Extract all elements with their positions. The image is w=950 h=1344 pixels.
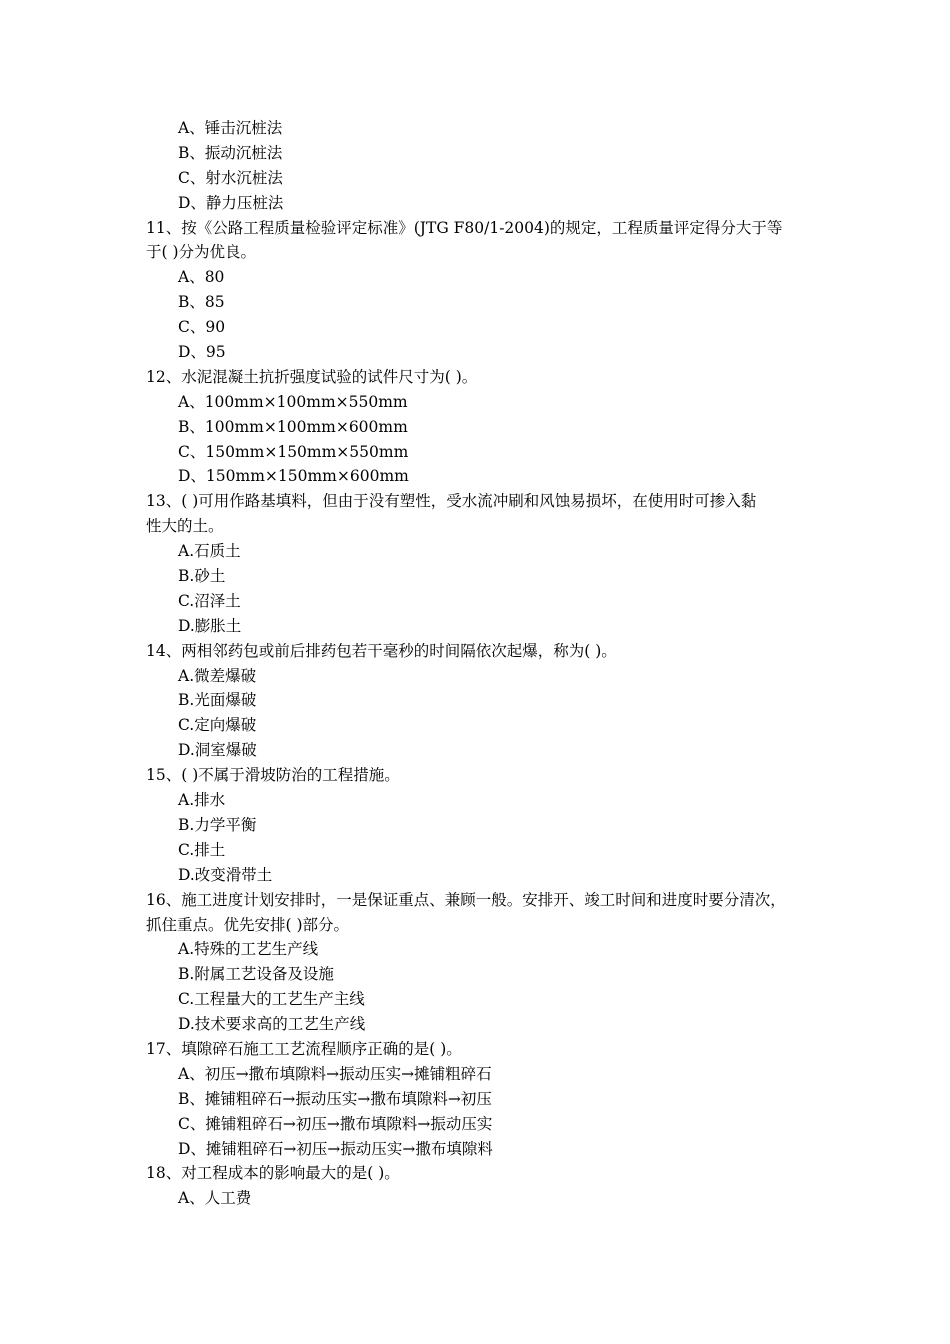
answer-option: A.特殊的工艺生产线 <box>178 940 319 959</box>
answer-option: C、90 <box>178 318 226 337</box>
answer-option: D、95 <box>178 343 226 362</box>
answer-option: A、80 <box>178 268 225 287</box>
answer-option: D.技术要求高的工艺生产线 <box>178 1015 366 1034</box>
question-text: 17、填隙碎石施工工艺流程顺序正确的是( )。 <box>146 1039 462 1058</box>
answer-option: A.石质土 <box>178 542 241 561</box>
answer-option: D.改变滑带土 <box>178 865 273 884</box>
question-text: 18、对工程成本的影响最大的是( )。 <box>146 1164 400 1183</box>
answer-option: D、摊铺粗碎石→初压→振动压实→撒布填隙料 <box>178 1139 493 1158</box>
answer-option: A、锤击沉桩法 <box>178 119 283 137</box>
question-text: 14、两相邻药包或前后排药包若干毫秒的时间隔依次起爆，称为( )。 <box>146 641 617 660</box>
answer-option: B.附属工艺设备及设施 <box>178 965 334 984</box>
answer-option: C.排土 <box>178 840 226 859</box>
answer-option: C、摊铺粗碎石→初压→撒布填隙料→振动压实 <box>178 1114 493 1133</box>
answer-option: D、150mm×150mm×600mm <box>178 467 409 486</box>
document-body <box>146 116 811 1211</box>
answer-option: B、85 <box>178 293 225 312</box>
answer-option: C.工程量大的工艺生产主线 <box>178 990 365 1009</box>
answer-option: A、初压→撒布填隙料→振动压实→摊铺粗碎石 <box>178 1064 492 1083</box>
question-text: 11、按《公路工程质量检验评定标准》(JTG F80/1-2004)的规定，工程质量评定得分大于等 <box>146 218 783 237</box>
answer-option: A、人工费 <box>178 1189 252 1208</box>
answer-option: B、摊铺粗碎石→振动压实→撒布填隙料→初压 <box>178 1089 492 1108</box>
answer-option: C、150mm×150mm×550mm <box>178 442 409 461</box>
answer-option: B.砂土 <box>178 567 226 586</box>
question-text: 抓住重点。优先安排( )部分。 <box>146 915 350 934</box>
answer-option: B、振动沉桩法 <box>178 143 283 162</box>
answer-option: A、100mm×100mm×550mm <box>178 392 408 411</box>
answer-option: B.力学平衡 <box>178 815 257 834</box>
answer-option: C、射水沉桩法 <box>178 168 283 187</box>
answer-option: D、静力压桩法 <box>178 193 284 212</box>
question-text: 性大的土。 <box>146 517 224 536</box>
question-text: 13、( )可用作路基填料，但由于没有塑性，受水流冲刷和风蚀易损坏，在使用时可掺入黏 <box>146 492 757 511</box>
answer-option: D.洞室爆破 <box>178 741 257 760</box>
answer-option: A.排水 <box>178 791 226 810</box>
answer-option: B、100mm×100mm×600mm <box>178 417 408 436</box>
answer-option: C.沼泽土 <box>178 591 241 610</box>
question-text: 于( )分为优良。 <box>146 243 257 262</box>
question-text: 16、施工进度计划安排时，一是保证重点、兼顾一般。安排开、竣工时间和进度时要分清次， <box>146 890 786 909</box>
answer-option: A.微差爆破 <box>178 666 257 685</box>
question-text: 15、( )不属于滑坡防治的工程措施。 <box>146 766 400 785</box>
answer-option: B.光面爆破 <box>178 691 257 710</box>
answer-option: D.膨胀土 <box>178 616 242 635</box>
question-text: 12、水泥混凝土抗折强度试验的试件尺寸为( )。 <box>146 367 478 386</box>
answer-option: C.定向爆破 <box>178 716 257 735</box>
